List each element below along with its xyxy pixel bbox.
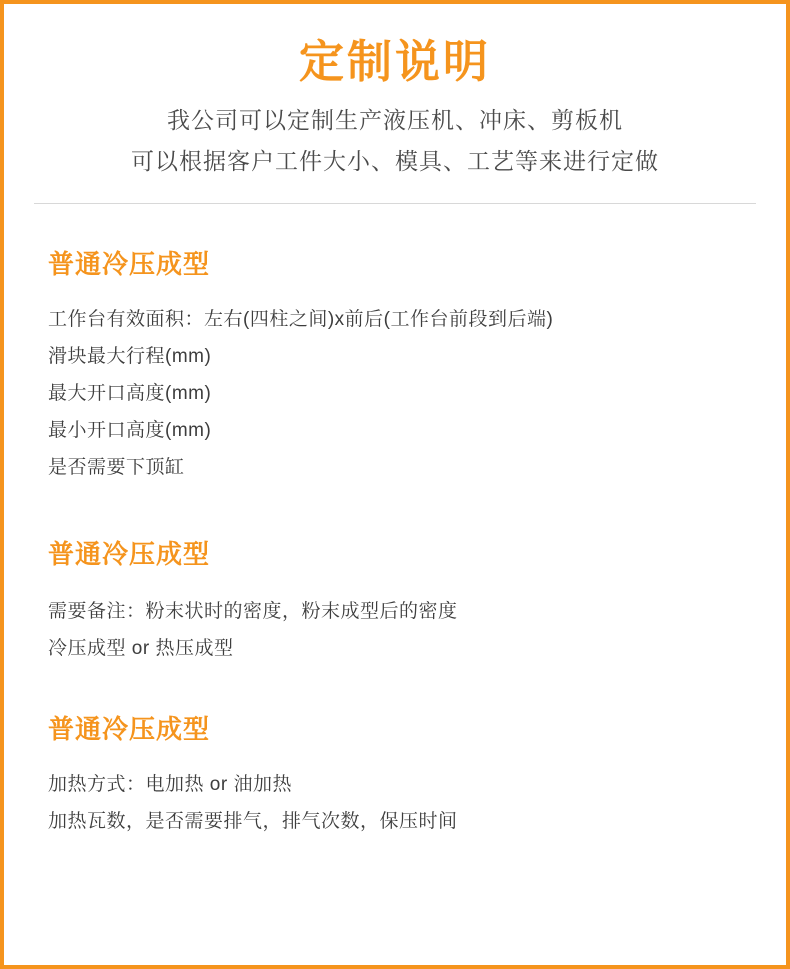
section-heading: 普通冷压成型 <box>48 248 211 279</box>
spec-line: 需要备注：粉末状时的密度，粉末成型后的密度 <box>48 600 458 622</box>
spec-line: 工作台有效面积：左右(四柱之间)x前后(工作台前段到后端) <box>48 308 554 330</box>
section-body <box>48 301 760 486</box>
section-body <box>48 593 760 667</box>
spec-line: 滑块最大行程(mm) <box>48 345 212 367</box>
spec-line: 加热方式：电加热 or 油加热 <box>48 774 292 796</box>
card-content <box>4 4 786 965</box>
spec-line: 最大开口高度(mm) <box>48 382 212 404</box>
spec-line: 是否需要下顶缸 <box>48 456 185 478</box>
subtitle-block <box>30 100 760 181</box>
page-title: 定制说明 <box>298 36 491 87</box>
header-divider <box>34 203 756 204</box>
section-heading: 普通冷压成型 <box>48 538 211 569</box>
spec-line: 加热瓦数，是否需要排气，排气次数，保压时间 <box>48 811 458 833</box>
subtitle-line-1: 我公司可以定制生产液压机、冲床、剪板机 <box>167 107 623 134</box>
subtitle-line-2: 可以根据客户工件大小、模具、工艺等来进行定做 <box>131 147 659 174</box>
section-cold-press-density <box>48 534 760 667</box>
section-heading: 普通冷压成型 <box>48 714 211 745</box>
section-cold-press-heating <box>48 709 760 840</box>
section-cold-press-basic <box>48 244 760 486</box>
spec-line: 最小开口高度(mm) <box>48 419 212 441</box>
section-body <box>48 766 760 840</box>
spec-line: 冷压成型 or 热压成型 <box>48 638 234 660</box>
